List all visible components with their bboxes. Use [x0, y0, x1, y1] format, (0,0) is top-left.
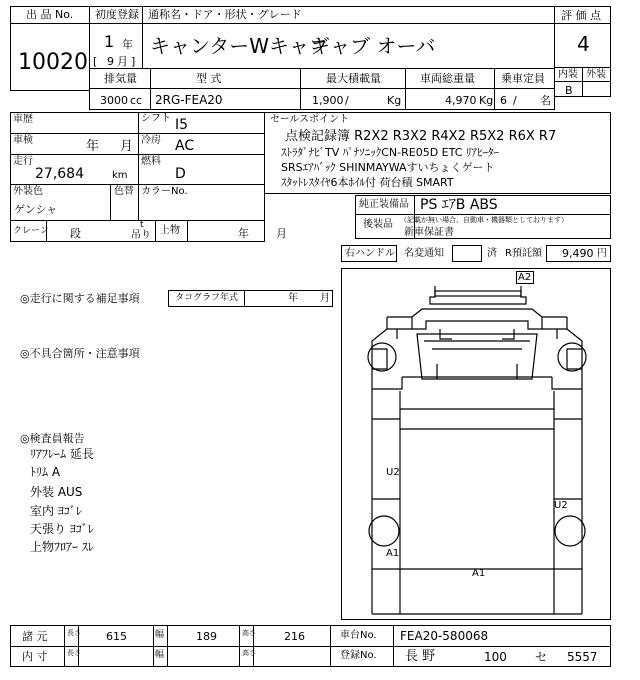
color-no-label: カラーNo.: [141, 186, 188, 197]
defects-label: ◎不具合箇所・注意事項: [20, 347, 140, 360]
warranty-text: 新車保証書: [404, 227, 454, 238]
inspector-label: ◎検査員報告: [20, 432, 85, 445]
recycle-label: 済: [487, 248, 497, 259]
genuine-label: 純正装備品: [359, 199, 409, 210]
vehicle-grade: キャブ オーバ: [310, 34, 436, 58]
inspector-line: 上物ﾌﾛｱｰ ｽﾚ: [30, 540, 94, 554]
ext-color-value: ゲンシャ: [14, 203, 58, 216]
inspector-line: 室内 ﾖｺﾞﾚ: [30, 504, 82, 518]
sales-point-line: 点検記録簿 R2X2 R3X2 R4X2 R5X2 R6X R7: [285, 129, 557, 144]
aftermarket-note: （記載が無い場合、自動車・機器類としております）: [400, 216, 568, 224]
width-value: 189: [196, 630, 217, 643]
first-reg-month-open: [: [93, 55, 98, 68]
r-deposit-value: 9,490: [562, 247, 594, 260]
mileage-value: 27,684: [35, 166, 84, 182]
shift-value: I5: [175, 117, 189, 133]
score-label: 評 価 点: [561, 9, 601, 22]
damage-mark-u2-left: U2: [386, 467, 400, 478]
inspector-line: 天張り ﾖｺﾞﾚ: [30, 522, 94, 536]
first-reg-label: 初度登録: [95, 8, 139, 21]
length-value: 615: [106, 630, 127, 643]
plate-number: 5557: [567, 650, 598, 664]
model-value: 2RG-FEA20: [155, 93, 223, 107]
damage-mark-a1-bottom: A1: [472, 568, 486, 579]
ac-value: AC: [175, 138, 195, 154]
damage-mark-a2: A2: [518, 272, 532, 283]
inspector-line: 外装 AUS: [30, 485, 83, 499]
name-change-label: 名変通知: [404, 248, 444, 259]
first-reg-year: 1: [104, 32, 115, 51]
damage-mark-a1-left: A1: [386, 548, 400, 559]
interior-grade: B: [565, 84, 573, 97]
crane-label: クレーン: [13, 226, 49, 236]
upper-label: 上物: [160, 225, 180, 236]
lot-number: 10020: [18, 50, 88, 75]
plate-kana: セ: [535, 650, 548, 664]
inspector-line: ﾘｱﾌﾚｰﾑ 延長: [30, 447, 94, 461]
history-label: 車歴: [13, 114, 33, 125]
first-reg-month: 9: [107, 55, 114, 68]
inspection-label: 車検: [13, 135, 33, 146]
inner-label: 内 寸: [22, 650, 48, 663]
sales-point-line: ｽﾄﾗﾀﾞﾅﾋﾞTV ﾊﾟﾅｿﾆｯｸCN-RE05D ETC ﾘｱﾋｰﾀｰ: [281, 146, 499, 159]
driving-remarks-label: ◎走行に関する補足事項: [20, 292, 140, 305]
tacho-label: タコグラフ年式: [175, 293, 239, 303]
ac-label: 冷房: [141, 135, 161, 146]
height-value: 216: [284, 630, 305, 643]
chassis-value: FEA20-580068: [400, 629, 489, 643]
lot-label: 出 品 No.: [26, 8, 74, 21]
aftermarket-label: 後装品: [363, 219, 393, 230]
name-change-box: [452, 245, 482, 262]
score-value: 4: [577, 32, 590, 56]
r-deposit-label: R預託額: [505, 248, 542, 259]
model-label: 型 式: [196, 72, 222, 85]
plate-class: 100: [484, 650, 507, 664]
dims-label: 諸 元: [22, 630, 48, 643]
damage-diagram: [341, 268, 611, 620]
ext-color-label: 外装色: [13, 186, 43, 197]
color-change-label: 色替: [114, 186, 134, 197]
fuel-value: D: [175, 166, 186, 182]
displacement-value: 3000: [100, 94, 128, 107]
max-load-label: 最大積載量: [326, 72, 381, 85]
vehicle-name: キャンターWキャブ: [150, 34, 329, 58]
plate-label: 登録No.: [340, 650, 377, 661]
shift-label: シフト: [141, 113, 171, 124]
name-label: 通称名・ドア・形状・グレード: [148, 8, 302, 21]
sales-points-label: セールスポイント: [270, 114, 350, 125]
exterior-label: 外装: [586, 69, 606, 80]
displacement-label: 排気量: [104, 72, 137, 85]
chassis-label: 車台No.: [340, 630, 377, 641]
first-reg-month-close: ]: [131, 55, 136, 68]
capacity-value: 6: [500, 94, 507, 107]
gross-weight-value: 4,970: [445, 94, 477, 107]
plate-region: 長 野: [405, 649, 436, 664]
sales-point-line: SRSｴｱﾊﾞｯｸ SHINMAYWAすいちょくゲート: [281, 161, 495, 174]
max-load-separator: /: [345, 94, 349, 107]
interior-label: 内装: [558, 69, 578, 80]
genuine-value: PS ｴｱB ABS: [420, 197, 498, 213]
right-hand-label: 右ハンドル: [345, 248, 395, 259]
fuel-label: 燃料: [141, 156, 161, 167]
max-load-value: 1,900: [312, 94, 344, 107]
capacity-separator: /: [513, 94, 517, 107]
damage-mark-u2-right: U2: [554, 500, 568, 511]
mileage-label: 走行: [13, 156, 33, 167]
sales-point-line: ｽﾀｯﾄﾚｽﾀｲﾔ6本ﾎｲﾙ付 荷台積 SMART: [281, 176, 454, 189]
inspector-line: ﾄﾘﾑ A: [30, 465, 61, 479]
truck-outline: [342, 269, 610, 619]
capacity-label: 乗車定員: [501, 72, 545, 85]
gross-weight-label: 車両総重量: [420, 72, 475, 85]
